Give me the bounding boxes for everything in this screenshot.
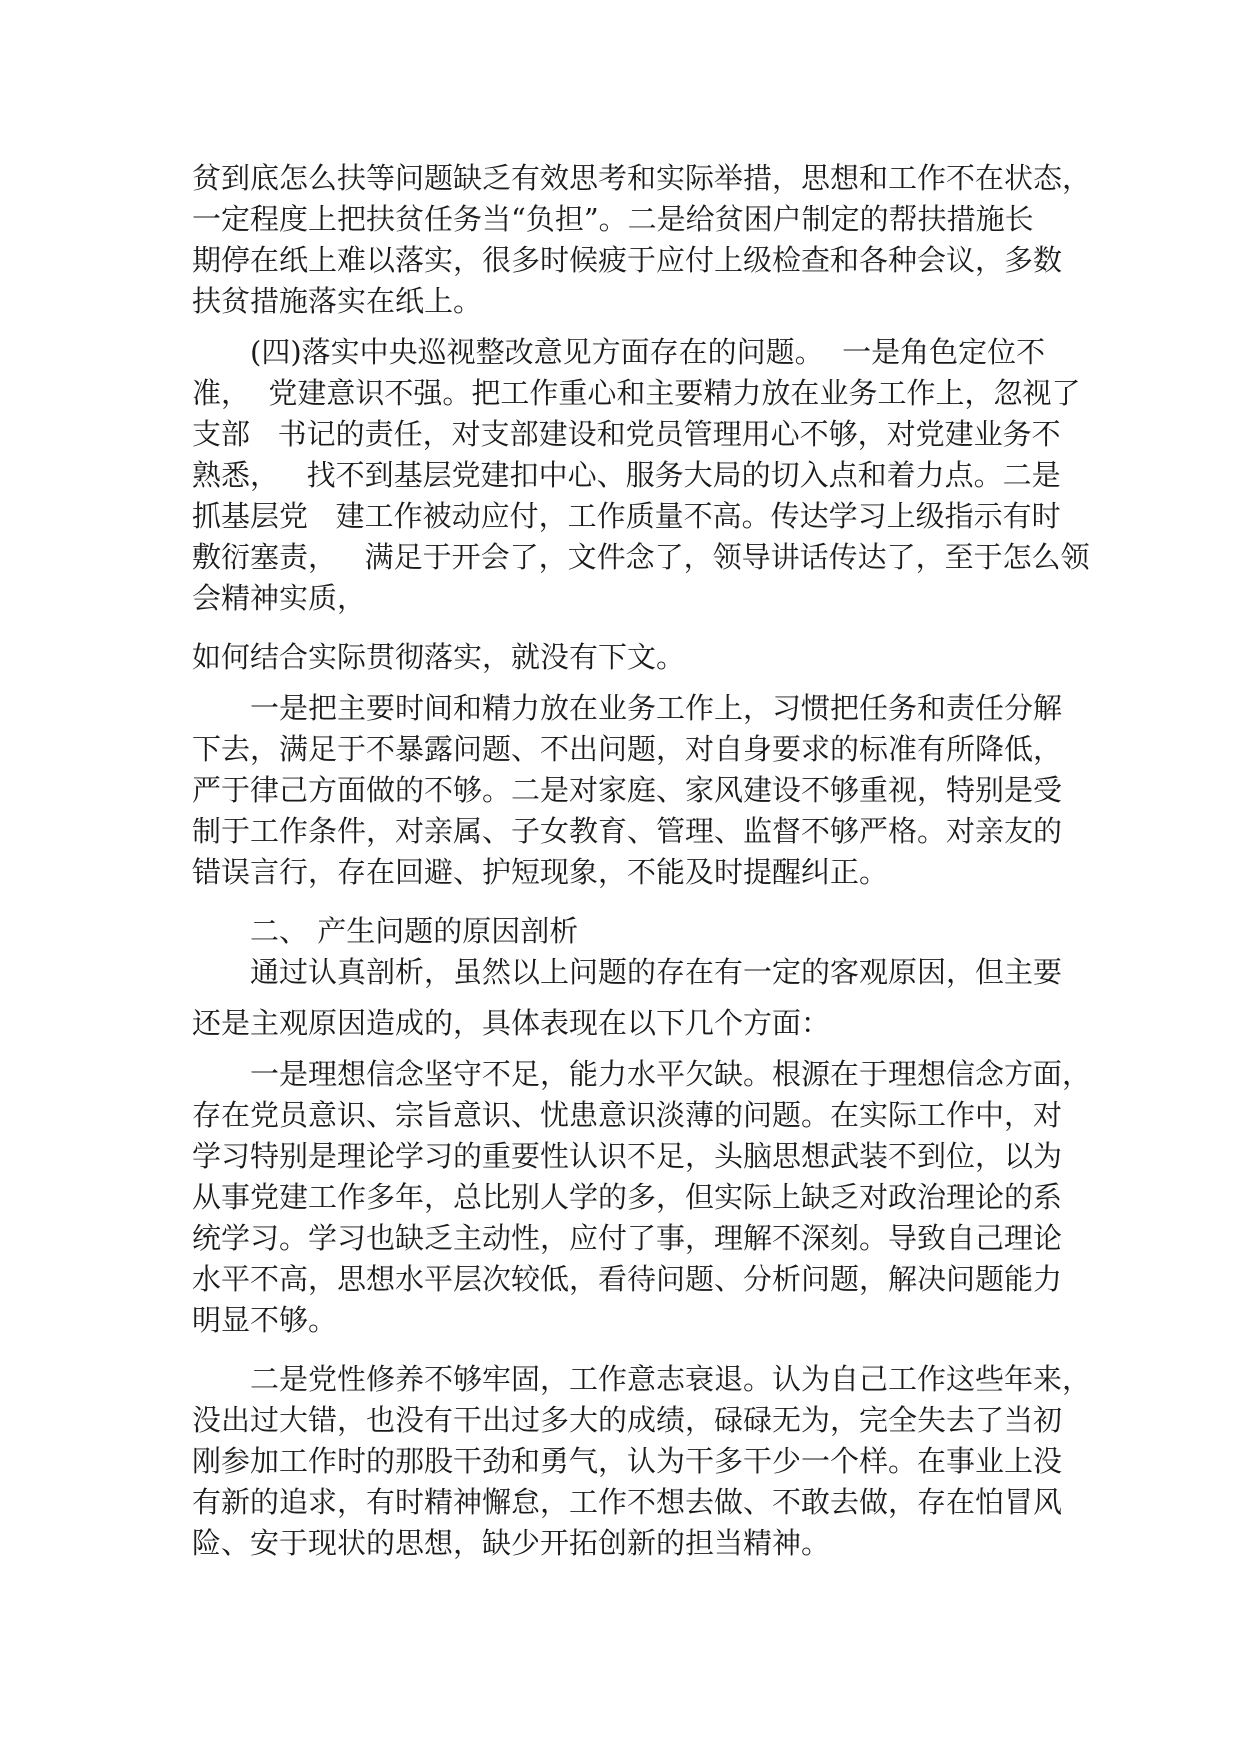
text-line: 险、安于现状的思想，缺少开拓创新的担当精神。 (192, 1526, 831, 1560)
text-line: 一是理想信念坚守不足，能力水平欠缺。根源在于理想信念方面， (250, 1057, 1092, 1091)
paragraph-reason-two (192, 1359, 1092, 1564)
text-line: 严于律己方面做的不够。二是对家庭、家风建设不够重视，特别是受 (192, 773, 1063, 807)
text-line: 统学习。学习也缺乏主动性，应付了事，理解不深刻。导致自己理论 (192, 1221, 1063, 1255)
text-line: 如何结合实际贯彻落实，就没有下文。 (192, 640, 686, 674)
paragraph-analysis-intro (192, 952, 1072, 1044)
text-line: 学习特别是理论学习的重要性认识不足，头脑思想武装不到位，以为 (192, 1139, 1063, 1173)
text-line: 支部 书记的责任，对支部建设和党员管理用心不够，对党建业务不 (192, 417, 1061, 451)
text-line: 刚参加工作时的那股干劲和勇气，认为干多干少一个样。在事业上没 (192, 1444, 1063, 1478)
text-line: 熟悉， 找不到基层党建扣中心、服务大局的切入点和着力点。二是 (192, 458, 1061, 492)
paragraph-reason-one (192, 1054, 1092, 1341)
text-line: 二是党性修养不够牢固，工作意志衰退。认为自己工作这些年来， (250, 1362, 1092, 1396)
paragraph-implementation (192, 637, 1072, 678)
text-line: 没出过大错，也没有干出过多大的成绩，碌碌无为，完全失去了当初 (192, 1403, 1063, 1437)
paragraph-section-four (192, 332, 1090, 619)
text-line: 存在党员意识、宗旨意识、忧患意识淡薄的问题。在实际工作中，对 (192, 1098, 1063, 1132)
text-line: 水平不高，思想水平层次较低，看待问题、分析问题，解决问题能力 (192, 1262, 1063, 1296)
text-line: 还是主观原因造成的，具体表现在以下几个方面： (192, 1006, 831, 1040)
heading-text: 二、 产生问题的原因剖析 (250, 914, 579, 948)
text-line: (四)落实中央巡视整改意见方面存在的问题。 一是角色定位不 (250, 335, 1046, 369)
paragraph-continuation (192, 158, 1092, 322)
text-line: 从事党建工作多年，总比别人学的多，但实际上缺乏对政治理论的系 (192, 1180, 1063, 1214)
text-line: 制于工作条件，对亲属、子女教育、管理、监督不够严格。对亲友的 (192, 814, 1063, 848)
section-heading (192, 911, 1072, 952)
text-line: 一是把主要时间和精力放在业务工作上，习惯把任务和责任分解 (250, 691, 1063, 725)
text-line: 一定程度上把扶贫任务当“负担”。二是给贫困户制定的帮扶措施长 (192, 202, 1034, 236)
text-line: 会精神实质， (192, 581, 367, 615)
text-line: 贫到底怎么扶等问题缺乏有效思考和实际举措，思想和工作不在状态， (192, 161, 1092, 195)
text-line: 敷衍塞责， 满足于开会了，文件念了，领导讲话传达了，至于怎么领 (192, 540, 1090, 574)
text-line: 下去，满足于不暴露问题、不出问题，对自身要求的标准有所降低， (192, 732, 1063, 766)
paragraph-family-issues (192, 688, 1072, 893)
document-body (192, 158, 1092, 1564)
text-line: 准， 党建意识不强。把工作重心和主要精力放在业务工作上，忽视了 (192, 376, 1081, 410)
text-line: 期停在纸上难以落实，很多时候疲于应付上级检查和各种会议，多数 (192, 243, 1063, 277)
text-line: 错误言行，存在回避、护短现象，不能及时提醒纠正。 (192, 855, 889, 889)
text-line: 抓基层党 建工作被动应付，工作质量不高。传达学习上级指示有时 (192, 499, 1061, 533)
text-line: 明显不够。 (192, 1303, 338, 1337)
text-line: 有新的追求，有时精神懈怠，工作不想去做、不敢去做，存在怕冒风 (192, 1485, 1063, 1519)
text-line: 通过认真剖析，虽然以上问题的存在有一定的客观原因，但主要 (250, 955, 1063, 989)
text-line: 扶贫措施落实在纸上。 (192, 284, 483, 318)
